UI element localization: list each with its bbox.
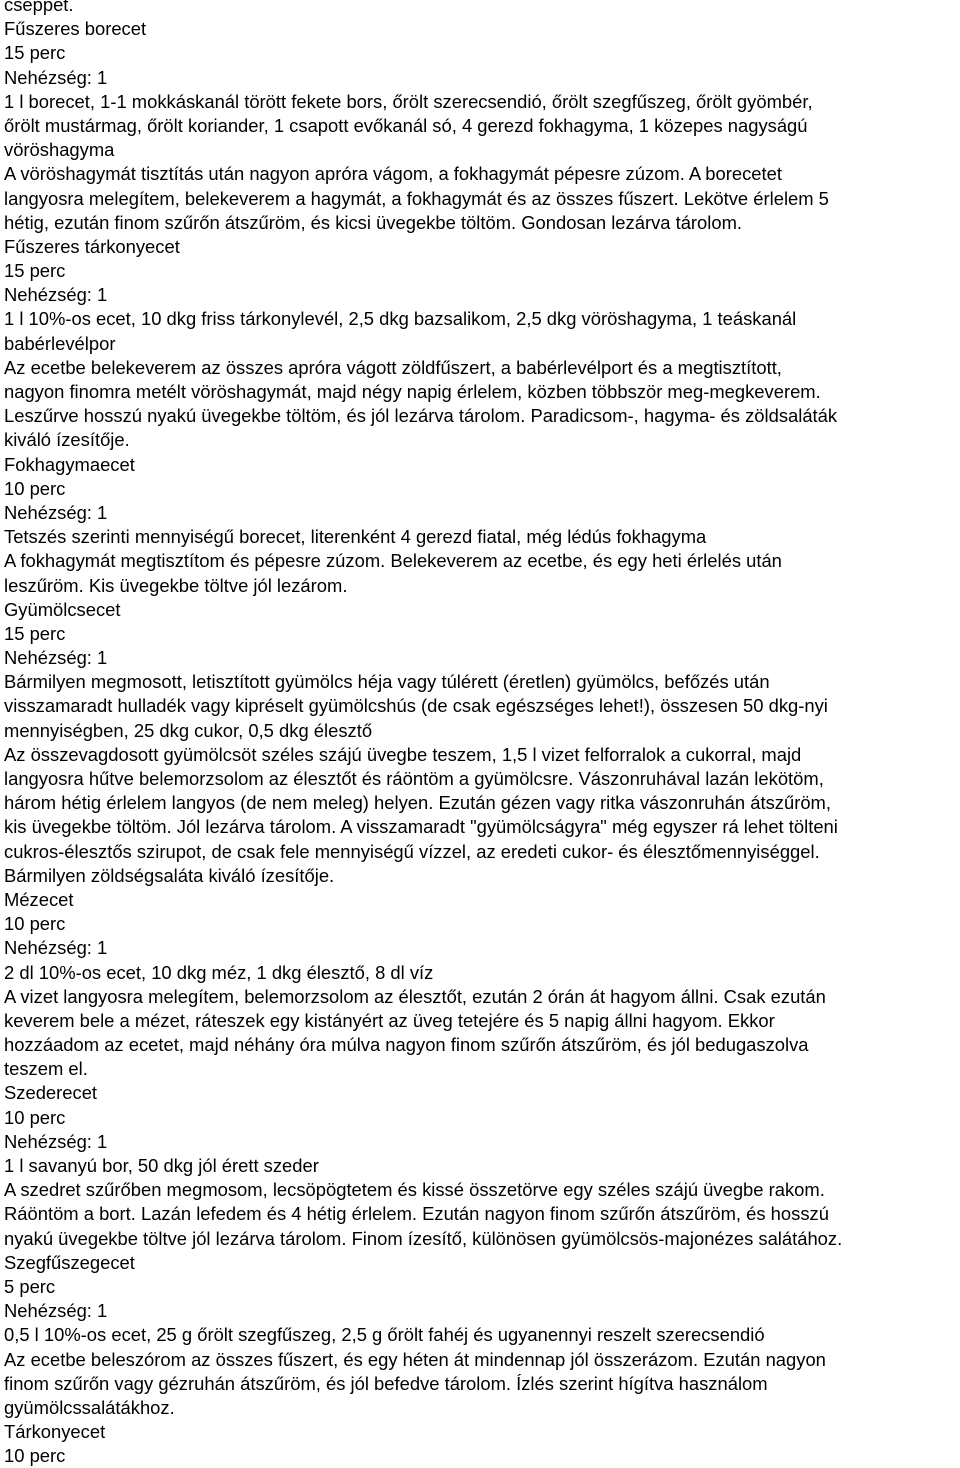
text-line: Nehézség: 1	[4, 1130, 108, 1152]
text-line: Nehézség: 1	[4, 66, 108, 88]
text-line: finom szűrőn vagy gézruhán átszűröm, és jól befedve tárolom. Ízlés szerint hígítva használom	[4, 1372, 768, 1394]
text-line: 1 l 10%-os ecet, 10 dkg friss tárkonylevél, 2,5 dkg bazsalikom, 2,5 dkg vöröshagyma, 1 teáskanál	[4, 308, 797, 330]
text-line: Nehézség: 1	[4, 937, 108, 959]
text-line: Az összevagdosott gyümölcsöt széles szájú üvegbe teszem, 1,5 l vizet felforralok a cukorral, majd	[4, 743, 802, 765]
text-line: három hétig érlelem langyos (de nem meleg) helyen. Ezután gézen vagy ritka vászonruhán átszűröm,	[4, 792, 831, 814]
text-line: Ráöntöm a bort. Lazán lefedem és 4 hétig érlelem. Ezután nagyon finom szűrőn átszűröm, és hosszú	[4, 1203, 829, 1225]
text-line: 0,5 l 10%-os ecet, 25 g őrölt szegfűszeg, 2,5 g őrölt fahéj és ugyanennyi reszelt szerecsendió	[4, 1324, 765, 1346]
text-line: nagyon finomra metélt vöröshagymát, majd négy napig érlelem, közben többször meg-megkeverem.	[4, 381, 821, 402]
text-line: 2 dl 10%-os ecet, 10 dkg méz, 1 dkg élesztő, 8 dl víz	[4, 961, 434, 983]
text-line: Tetszés szerinti mennyiségű borecet, literenként 4 gerezd fiatal, még lédús fokhagyma	[4, 526, 707, 548]
text-line: langyosra melegítem, belekeverem a hagymát, a fokhagymát és az összes fűszert. Lekötve érlelem 5	[4, 187, 829, 209]
text-line: Bármilyen zöldségsaláta kiváló ízesítője.	[4, 864, 335, 886]
text-line: leszűröm. Kis üvegekbe töltve jól lezárom.	[4, 574, 348, 596]
text-line: 10 perc	[4, 1106, 66, 1128]
text-line: Szederecet	[4, 1082, 98, 1104]
text-line: Fokhagymaecet	[4, 453, 135, 475]
text-line: teszem el.	[4, 1058, 88, 1080]
text-line: mennyiségben, 25 dkg cukor, 0,5 dkg élesztő	[4, 719, 373, 741]
text-line: babérlevélpor	[4, 332, 116, 354]
text-line: Nehézség: 1	[4, 284, 108, 306]
text-line: cseppet.	[4, 0, 74, 15]
text-line: Nehézség: 1	[4, 1300, 108, 1322]
text-line: Nehézség: 1	[4, 647, 108, 669]
text-line: Tárkonyecet	[4, 1421, 106, 1443]
text-line: keverem bele a mézet, ráteszek egy kistányért az üveg tetejére és 5 napig állni hagyom. Ekkor	[4, 1009, 775, 1031]
text-line: nyakú üvegekbe töltve jól lezárva tárolom. Finom ízesítő, különösen gyümölcsös-majonézes salátához.	[4, 1227, 843, 1249]
text-line: őrölt mustármag, őrölt koriander, 1 csapott evőkanál só, 4 gerezd fokhagyma, 1 közepes nagyságú	[4, 114, 808, 136]
text-line: Mézecet	[4, 888, 74, 910]
text-line: 15 perc	[4, 42, 66, 64]
text-line: kis üvegekbe töltöm. Jól lezárva tárolom. A visszamaradt "gyümölcságyra" még egyszer rá lehet tölteni	[4, 816, 838, 838]
text-line: Gyümölcsecet	[4, 598, 121, 620]
text-line: 10 perc	[4, 913, 66, 935]
text-line: kiváló ízesítője.	[4, 429, 130, 451]
text-line: cukros-élesztős szirupot, de csak fele mennyiségű vízzel, az eredeti cukor- és élesztőmennyiséggel.	[4, 840, 820, 862]
text-line: Szegfűszegecet	[4, 1251, 135, 1273]
text-line: 5 perc	[4, 1275, 56, 1297]
text-line: 15 perc	[4, 260, 66, 282]
text-line: Nehézség: 1	[4, 501, 108, 523]
text-line: 10 perc	[4, 1445, 66, 1467]
text-line: Az ecetbe belekeverem az összes apróra vágott zöldfűszert, a babérlevélport és a megtisztított,	[4, 356, 782, 378]
text-line: Az ecetbe beleszórom az összes fűszert, és egy héten át mindennap jól összerázom. Ezután nagyon	[4, 1348, 826, 1370]
text-line: 1 l borecet, 1-1 mokkáskanál törött fekete bors, őrölt szerecsendió, őrölt szegfűszeg, őrölt gyömbér,	[4, 90, 813, 112]
text-line: 15 perc	[4, 622, 66, 644]
text-line: hozzáadom az ecetet, majd néhány óra múlva nagyon finom szűrőn átszűröm, és jól bedugaszolva	[4, 1034, 809, 1056]
text-line: Leszűrve hosszú nyakú üvegekbe töltöm, és jól lezárva tárolom. Paradicsom-, hagyma- és zöldsaláták	[4, 405, 838, 427]
text-line: 10 perc	[4, 477, 66, 499]
text-line: visszamaradt hulladék vagy kipréselt gyümölcshús (de csak egészséges lehet!), összesen 50 dkg-nyi	[4, 695, 828, 717]
text-line: Fűszeres borecet	[4, 18, 147, 40]
text-line: A vizet langyosra melegítem, belemorzsolom az élesztőt, ezután 2 órán át hagyom állni. Csak ezután	[4, 985, 826, 1007]
text-line: Bármilyen megmosott, letisztított gyümölcs héja vagy túlérett (éretlen) gyümölcs, befőzés után	[4, 671, 770, 693]
text-line: langyosra hűtve belemorzsolom az élesztőt és ráöntöm a gyümölcsre. Vászonruhával lazán lekötöm,	[4, 768, 824, 789]
text-line: Fűszeres tárkonyecet	[4, 235, 180, 257]
text-line: A vöröshagymát tisztítás után nagyon apróra vágom, a fokhagymát pépesre zúzom. A borecetet	[4, 163, 782, 185]
text-line: 1 l savanyú bor, 50 dkg jól érett szeder	[4, 1155, 319, 1176]
recipe-document	[4, 0, 958, 1468]
text-line: vöröshagyma	[4, 139, 115, 161]
text-line: A szedret szűrőben megmosom, lecsöpögtetem és kissé összetörve egy széles szájú üvegbe rakom.	[4, 1179, 825, 1201]
text-line: A fokhagymát megtisztítom és pépesre zúzom. Belekeverem az ecetbe, és egy heti érlelés után	[4, 550, 782, 572]
text-line: gyümölcssalátákhoz.	[4, 1396, 175, 1418]
text-line: hétig, ezután finom szűrőn átszűröm, és kicsi üvegekbe töltöm. Gondosan lezárva tárolom.	[4, 211, 743, 233]
